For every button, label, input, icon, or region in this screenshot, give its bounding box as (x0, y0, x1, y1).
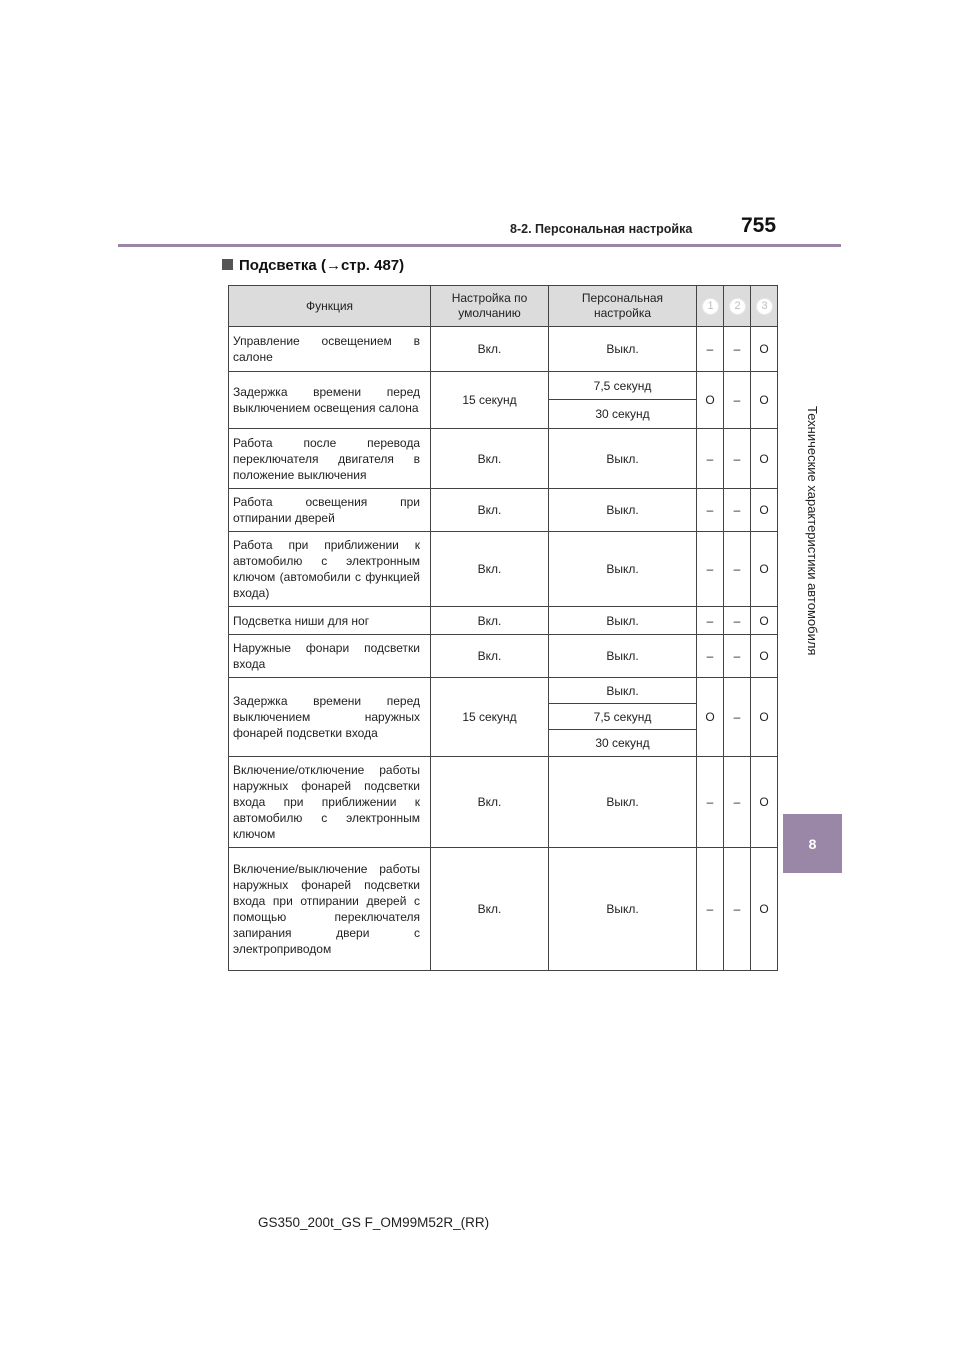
cell-applicability-1: – (697, 489, 724, 532)
cell-applicability-3: O (751, 848, 778, 971)
cell-custom: 7,5 секунд (549, 704, 697, 730)
section-heading-text: Подсветка (→стр. 487) (239, 257, 405, 274)
cell-applicability-2: – (724, 429, 751, 489)
cell-applicability-1: – (697, 532, 724, 607)
cell-applicability-1: – (697, 607, 724, 635)
cell-applicability-1: – (697, 757, 724, 848)
cell-custom: Выкл. (549, 607, 697, 635)
table-row (229, 372, 778, 400)
table-row (229, 678, 778, 704)
cell-default: Вкл. (431, 848, 549, 971)
cell-default: Вкл. (431, 635, 549, 678)
cell-applicability-3: O (751, 635, 778, 678)
footer-document-code: GS350_200t_GS F_OM99M52R_(RR) (258, 1215, 490, 1230)
cell-applicability-3: O (751, 372, 778, 429)
table-row (229, 635, 778, 678)
cell-applicability-1: – (697, 635, 724, 678)
cell-function: Работа при приближении к автомобилю с электронным ключом (автомобили с функцией входа) (229, 532, 431, 607)
table-row (229, 607, 778, 635)
table-row (229, 757, 778, 848)
cell-default: Вкл. (431, 429, 549, 489)
table-header-row (229, 286, 778, 327)
number-2-icon: 2 (729, 298, 746, 315)
cell-function: Наружные фонари подсветки входа (229, 635, 431, 678)
cell-applicability-1: O (697, 678, 724, 757)
cell-custom: Выкл. (549, 489, 697, 532)
cell-default: 15 секунд (431, 372, 549, 429)
cell-custom: Выкл. (549, 532, 697, 607)
page-number: 755 (741, 214, 777, 237)
cell-applicability-2: – (724, 848, 751, 971)
header-col-1 (697, 286, 724, 327)
table-row (229, 532, 778, 607)
cell-applicability-3: O (751, 489, 778, 532)
cell-function: Задержка времени перед выключением наружных фонарей подсветки входа (229, 678, 431, 757)
header-col-2 (724, 286, 751, 327)
cell-applicability-3: O (751, 678, 778, 757)
cell-default: Вкл. (431, 489, 549, 532)
cell-custom: 7,5 секунд (549, 372, 697, 400)
chapter-side-title-text: Технические характеристики автомобиля (805, 406, 820, 656)
cell-default: Вкл. (431, 532, 549, 607)
cell-applicability-3: O (751, 429, 778, 489)
cell-custom: Выкл. (549, 757, 697, 848)
cell-applicability-3: O (751, 607, 778, 635)
cell-default: Вкл. (431, 327, 549, 372)
cell-applicability-1: – (697, 848, 724, 971)
cell-applicability-1: – (697, 429, 724, 489)
cell-applicability-3: O (751, 327, 778, 372)
cell-applicability-3: O (751, 532, 778, 607)
header-section-title: 8-2. Персональная настройка (510, 222, 693, 236)
cell-function: Работа после перевода переключателя двигателя в положение выключения (229, 429, 431, 489)
header-custom: Персональная настройка (549, 286, 697, 327)
cell-custom: Выкл. (549, 429, 697, 489)
cell-function: Управление освещением в салоне (229, 327, 431, 372)
header-function: Функция (229, 286, 431, 327)
table-row (229, 489, 778, 532)
cell-custom: Выкл. (549, 327, 697, 372)
cell-custom: 30 секунд (549, 400, 697, 429)
cell-function: Работа освещения при отпирании дверей (229, 489, 431, 532)
cell-function: Подсветка ниши для ног (229, 607, 431, 635)
cell-custom: Выкл. (549, 635, 697, 678)
cell-applicability-2: – (724, 757, 751, 848)
table-row (229, 429, 778, 489)
cell-default: 15 секунд (431, 678, 549, 757)
chapter-number: 8 (808, 835, 817, 852)
square-bullet-icon (222, 259, 233, 270)
cell-applicability-1: O (697, 372, 724, 429)
cell-applicability-2: – (724, 635, 751, 678)
cell-function: Задержка времени перед выключением освещения салона (229, 372, 431, 429)
cell-applicability-2: – (724, 678, 751, 757)
settings-table (228, 285, 778, 971)
cell-default: Вкл. (431, 607, 549, 635)
cell-applicability-2: – (724, 372, 751, 429)
cell-applicability-2: – (724, 532, 751, 607)
table-row (229, 327, 778, 372)
header-default: Настройка по умолчанию (431, 286, 549, 327)
header-col-3 (751, 286, 778, 327)
table-row (229, 848, 778, 971)
cell-function: Включение/отключение работы наружных фонарей подсветки входа при приближении к автомобилю с электронным ключом (229, 757, 431, 848)
cell-custom: 30 секунд (549, 730, 697, 757)
cell-applicability-3: O (751, 757, 778, 848)
cell-applicability-2: – (724, 327, 751, 372)
header-divider (118, 244, 841, 247)
chapter-tab[interactable] (783, 814, 842, 873)
cell-function: Включение/выключение работы наружных фонарей подсветки входа при отпирании дверей с помощью переключателя запирания двери с электроприводом (229, 848, 431, 971)
table-body (229, 327, 778, 971)
section-heading (222, 257, 404, 274)
cell-custom: Выкл. (549, 848, 697, 971)
cell-applicability-2: – (724, 489, 751, 532)
cell-applicability-2: – (724, 607, 751, 635)
cell-default: Вкл. (431, 757, 549, 848)
number-3-icon: 3 (756, 298, 773, 315)
number-1-icon: 1 (702, 298, 719, 315)
cell-applicability-1: – (697, 327, 724, 372)
cell-custom: Выкл. (549, 678, 697, 704)
